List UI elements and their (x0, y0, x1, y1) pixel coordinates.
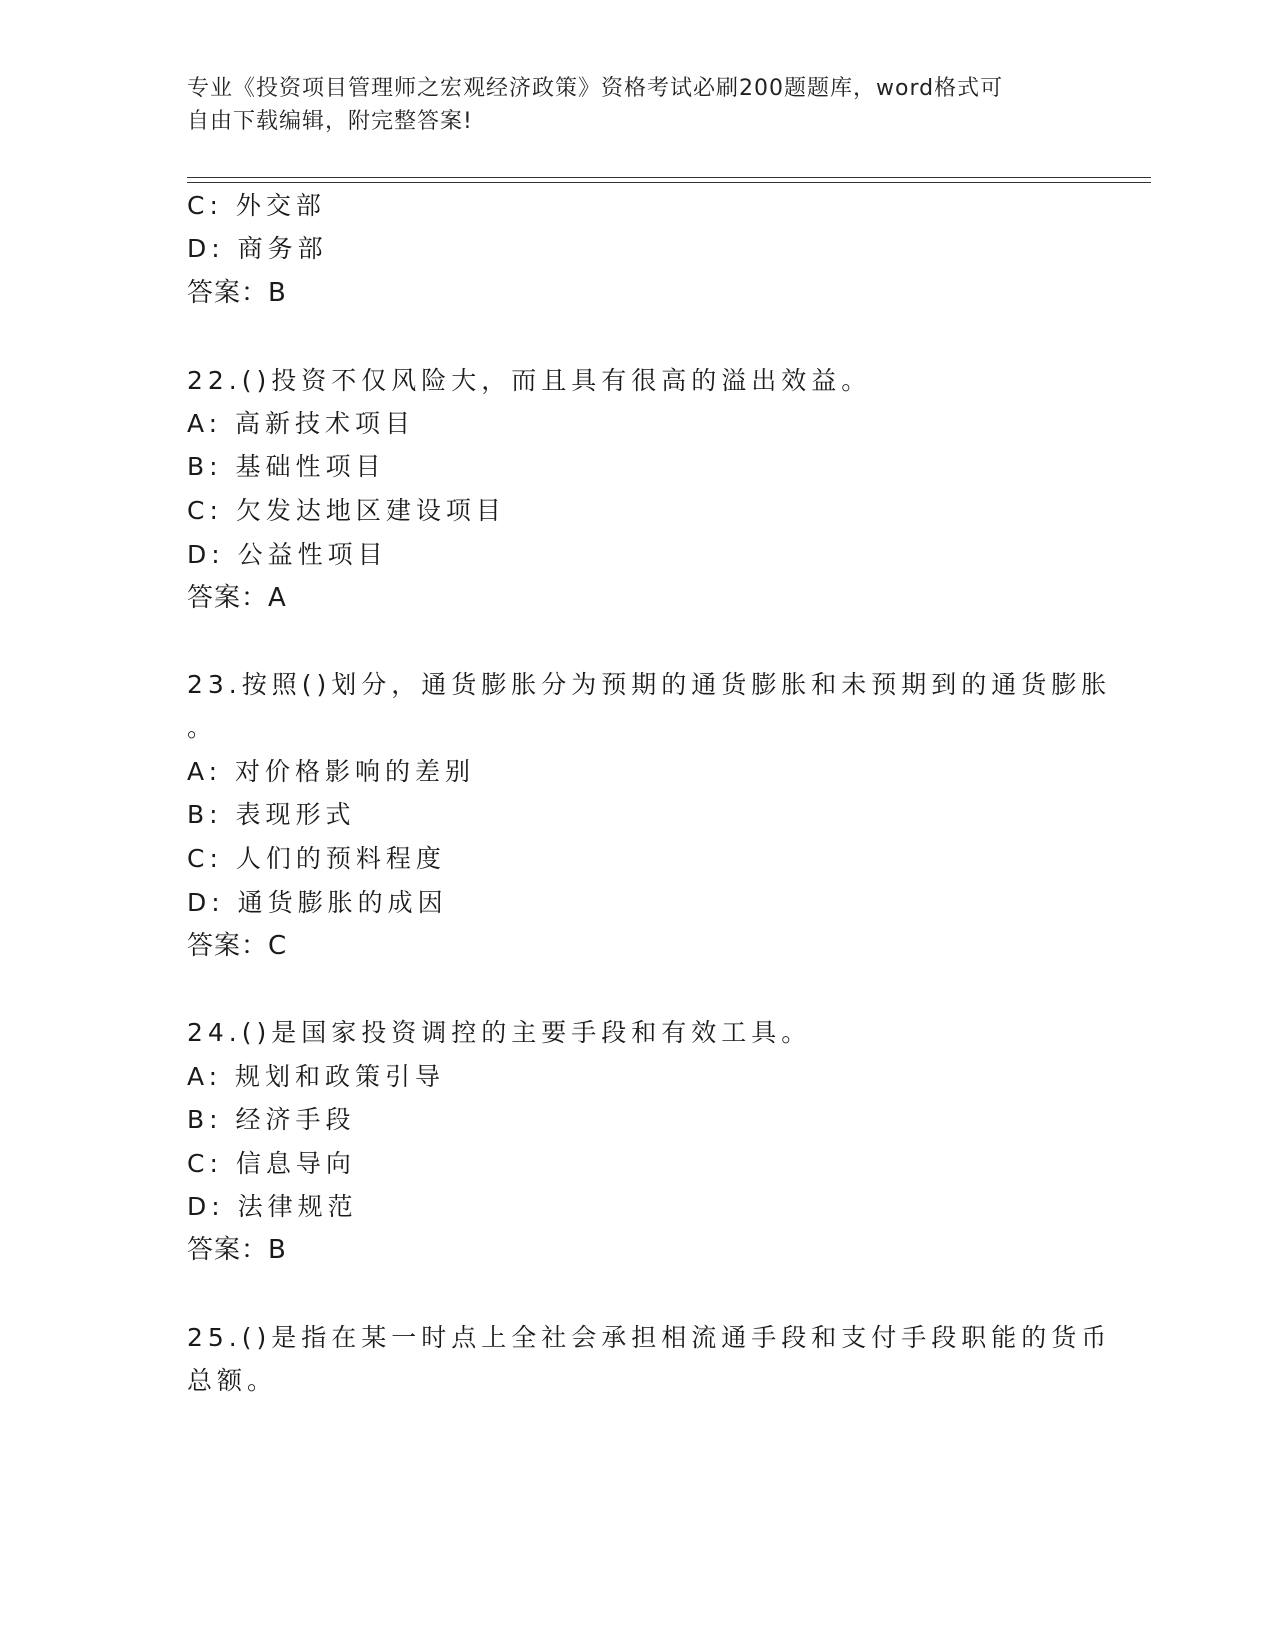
question-23-option-c: C: 人们的预料程度 (187, 844, 446, 873)
prev-option-c: C: 外交部 (187, 191, 326, 220)
question-24-answer: 答案：B (187, 1235, 287, 1265)
header-divider-top (187, 177, 1151, 178)
question-22-option-b: B: 基础性项目 (187, 452, 386, 481)
prev-answer: 答案：B (187, 278, 287, 308)
question-25-stem-line-2: 总额。 (187, 1366, 278, 1395)
header-divider-bottom (187, 182, 1151, 183)
question-25-stem-line-1: 25.()是指在某一时点上全社会承担相流通手段和支付手段职能的货币 (187, 1323, 1112, 1352)
question-23-option-b: B: 表现形式 (187, 800, 356, 829)
question-23-stem-line-1: 23.按照()划分，通货膨胀分为预期的通货膨胀和未预期到的通货膨胀 (187, 670, 1112, 699)
question-22-stem: 22.()投资不仅风险大，而且具有很高的溢出效益。 (187, 366, 872, 395)
header-line-1: 专业《投资项目管理师之宏观经济政策》资格考试必刷200题题库，word格式可 (187, 76, 1004, 101)
question-24-option-c: C: 信息导向 (187, 1149, 356, 1178)
question-22-option-a: A: 高新技术项目 (187, 409, 416, 438)
question-23-option-a: A: 对价格影响的差别 (187, 757, 476, 786)
question-22-option-c: C: 欠发达地区建设项目 (187, 496, 506, 525)
question-22-option-d: D: 公益性项目 (187, 540, 388, 569)
document-header (187, 72, 1087, 138)
header-line-2: 自由下载编辑，附完整答案! (187, 109, 473, 134)
question-23-option-d: D: 通货膨胀的成因 (187, 888, 448, 917)
prev-option-d: D: 商务部 (187, 234, 328, 263)
question-23-answer: 答案：C (187, 931, 288, 961)
question-22-answer: 答案：A (187, 583, 287, 613)
question-24-option-a: A: 规划和政策引导 (187, 1062, 446, 1091)
question-24-option-d: D: 法律规范 (187, 1192, 358, 1221)
question-24-option-b: B: 经济手段 (187, 1105, 356, 1134)
question-24-stem: 24.()是国家投资调控的主要手段和有效工具。 (187, 1018, 812, 1047)
question-23-stem-line-2: 。 (187, 713, 218, 742)
